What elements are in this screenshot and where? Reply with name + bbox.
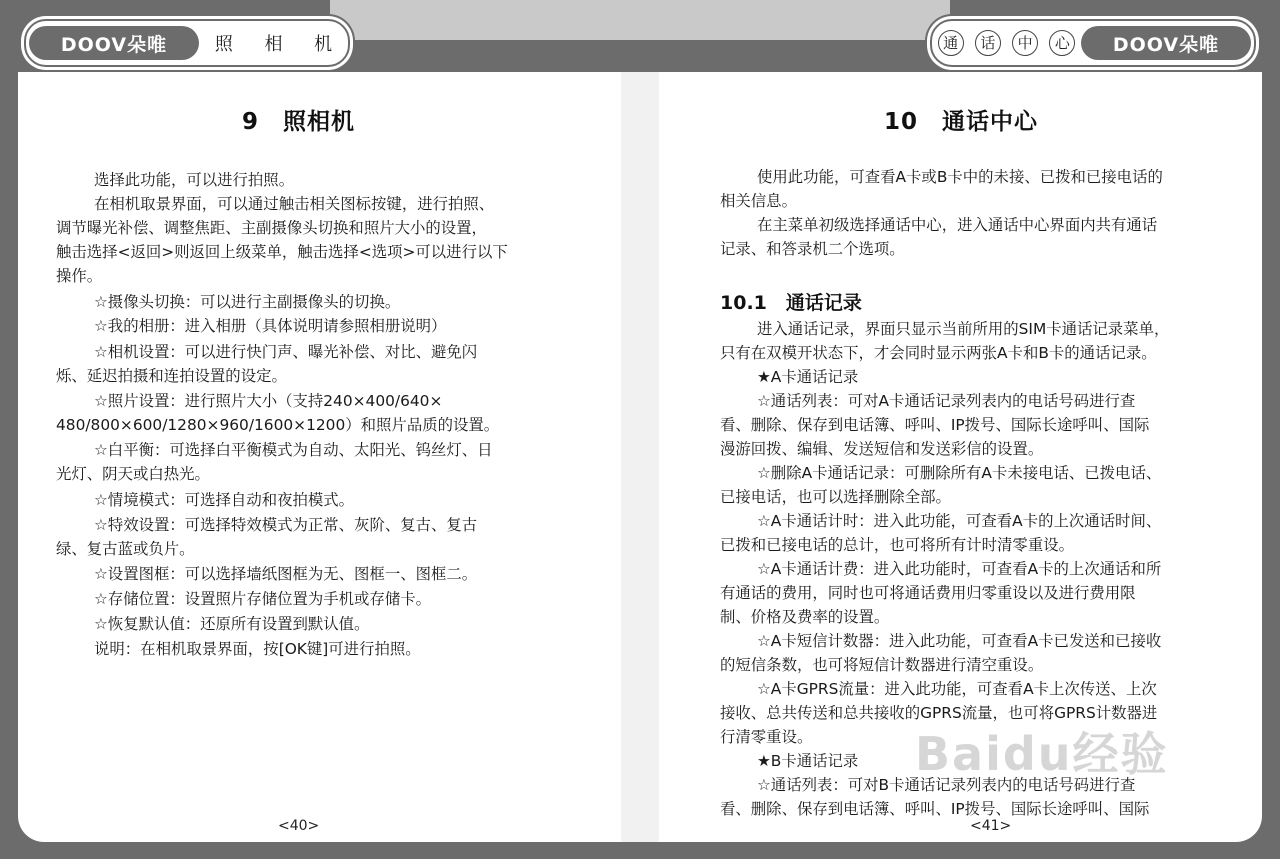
text-line: 漫游回拨、编辑、发送短信和发送彩信的设置。 (720, 440, 1044, 458)
text-line: ☆情境模式：可选择自动和夜拍模式。 (94, 491, 355, 509)
text-line: ☆白平衡：可选择白平衡模式为自动、太阳光、钨丝灯、日 (94, 441, 493, 459)
text-line: ☆相机设置：可以进行快门声、曝光补偿、对比、避免闪 (94, 343, 478, 361)
text-line: 说明：在相机取景界面，按[OK键]可进行拍照。 (94, 640, 421, 658)
right-header-tab (930, 19, 1256, 67)
text-line: ☆恢复默认值：还原所有设置到默认值。 (94, 615, 370, 633)
doov-logo: DOOV朵唯 (1081, 26, 1251, 60)
right-header-title (932, 30, 1081, 56)
text-line: 选择此功能，可以进行拍照。 (94, 171, 295, 189)
left-header-title (199, 30, 348, 56)
text-line: 看、删除、保存到电话簿、呼叫、IP拨号、国际长途呼叫、国际 (720, 800, 1150, 818)
text-line: 制、价格及费率的设置。 (720, 608, 890, 626)
text-line: 只有在双模开状态下，才会同时显示两张A卡和B卡的通话记录。 (720, 344, 1157, 362)
text-line: 接收、总共传送和总共接收的GPRS流量，也可将GPRS计数器进 (720, 704, 1158, 722)
text-line: 烁、延迟拍摄和连拍设置的设定。 (56, 367, 287, 385)
text-line: 进入通话记录，界面只显示当前所用的SIM卡通话记录菜单， (757, 320, 1170, 338)
doov-logo: DOOV朵唯 (29, 26, 199, 60)
text-line: 记录、和答录机二个选项。 (720, 240, 905, 258)
left-header-tab (24, 19, 350, 67)
text-line: 使用此功能，可查看A卡或B卡中的未接、已拨和已接电话的 (757, 168, 1163, 186)
page-number: <40> (278, 818, 320, 834)
header-char: 心 (1049, 30, 1075, 56)
text-line: 触击选择<返回>则返回上级菜单，触击选择<选项>可以进行以下 (56, 243, 508, 261)
text-line: ★B卡通话记录 (757, 752, 859, 770)
text-line: ☆照片设置：进行照片大小（支持240×400/640× (94, 392, 443, 410)
page-gutter (621, 72, 659, 842)
text-line: 光灯、阴天或白热光。 (56, 465, 210, 483)
text-line: ☆A卡通话计费：进入此功能时，可查看A卡的上次通话和所 (757, 560, 1162, 578)
text-line: ☆通话列表：可对A卡通话记录列表内的电话号码进行查 (757, 392, 1136, 410)
text-line: 在相机取景界面，可以通过触击相关图标按键，进行拍照、 (94, 195, 495, 213)
page-number: <41> (970, 818, 1012, 834)
baidu-watermark: Baidu经验 (915, 727, 1169, 781)
text-line: ☆摄像头切换：可以进行主副摄像头的切换。 (94, 293, 401, 311)
text-line: ☆通话列表：可对B卡通话记录列表内的电话号码进行查 (757, 776, 1136, 794)
text-line: ☆A卡通话计时：进入此功能，可查看A卡的上次通话时间、 (757, 512, 1162, 530)
header-char: 话 (975, 30, 1001, 56)
text-line: 的短信条数，也可将短信计数器进行清空重设。 (720, 656, 1044, 674)
section-title: 10.1 通话记录 (720, 292, 862, 314)
text-line: 相关信息。 (720, 192, 797, 210)
header-char: 中 (1012, 30, 1038, 56)
chapter-title: 9 照相机 (242, 109, 356, 135)
text-line: ☆特效设置：可选择特效模式为正常、灰阶、复古、复古 (94, 516, 478, 534)
text-line: ☆删除A卡通话记录：可删除所有A卡未接电话、已拨电话、 (757, 464, 1162, 482)
text-line: 在主菜单初级选择通话中心，进入通话中心界面内共有通话 (757, 216, 1158, 234)
text-line: ☆我的相册：进入相册（具体说明请参照相册说明） (94, 317, 447, 335)
text-line: 看、删除、保存到电话簿、呼叫、IP拨号、国际长途呼叫、国际 (720, 416, 1150, 434)
header-char: 照 (214, 34, 233, 55)
text-line: ☆A卡短信计数器：进入此功能，可查看A卡已发送和已接收 (757, 632, 1162, 650)
header-char: 相 (264, 34, 283, 55)
text-line: 已接电话，也可以选择删除全部。 (720, 488, 951, 506)
chapter-title: 10 通话中心 (884, 109, 1039, 135)
text-line: 行清零重设。 (720, 728, 813, 746)
text-line: ☆设置图框：可以选择墙纸图框为无、图框一、图框二。 (94, 565, 478, 583)
top-band (330, 0, 950, 40)
text-line: 调节曝光补偿、调整焦距、主副摄像头切换和照片大小的设置， (56, 219, 487, 237)
text-line: 有通话的费用，同时也可将通话费用归零重设以及进行费用限 (720, 584, 1136, 602)
header-char: 机 (314, 34, 333, 55)
text-line: ★A卡通话记录 (757, 368, 859, 386)
header-char: 通 (938, 30, 964, 56)
text-line: ☆存储位置：设置照片存储位置为手机或存储卡。 (94, 590, 432, 608)
text-line: 480/800×600/1280×960/1600×1200）和照片品质的设置。 (56, 416, 500, 434)
text-line: 已拨和已接电话的总计，也可将所有计时清零重设。 (720, 536, 1074, 554)
text-line: 绿、复古蓝或负片。 (56, 540, 195, 558)
text-line: ☆A卡GPRS流量：进入此功能，可查看A卡上次传送、上次 (757, 680, 1157, 698)
text-line: 操作。 (56, 267, 103, 285)
